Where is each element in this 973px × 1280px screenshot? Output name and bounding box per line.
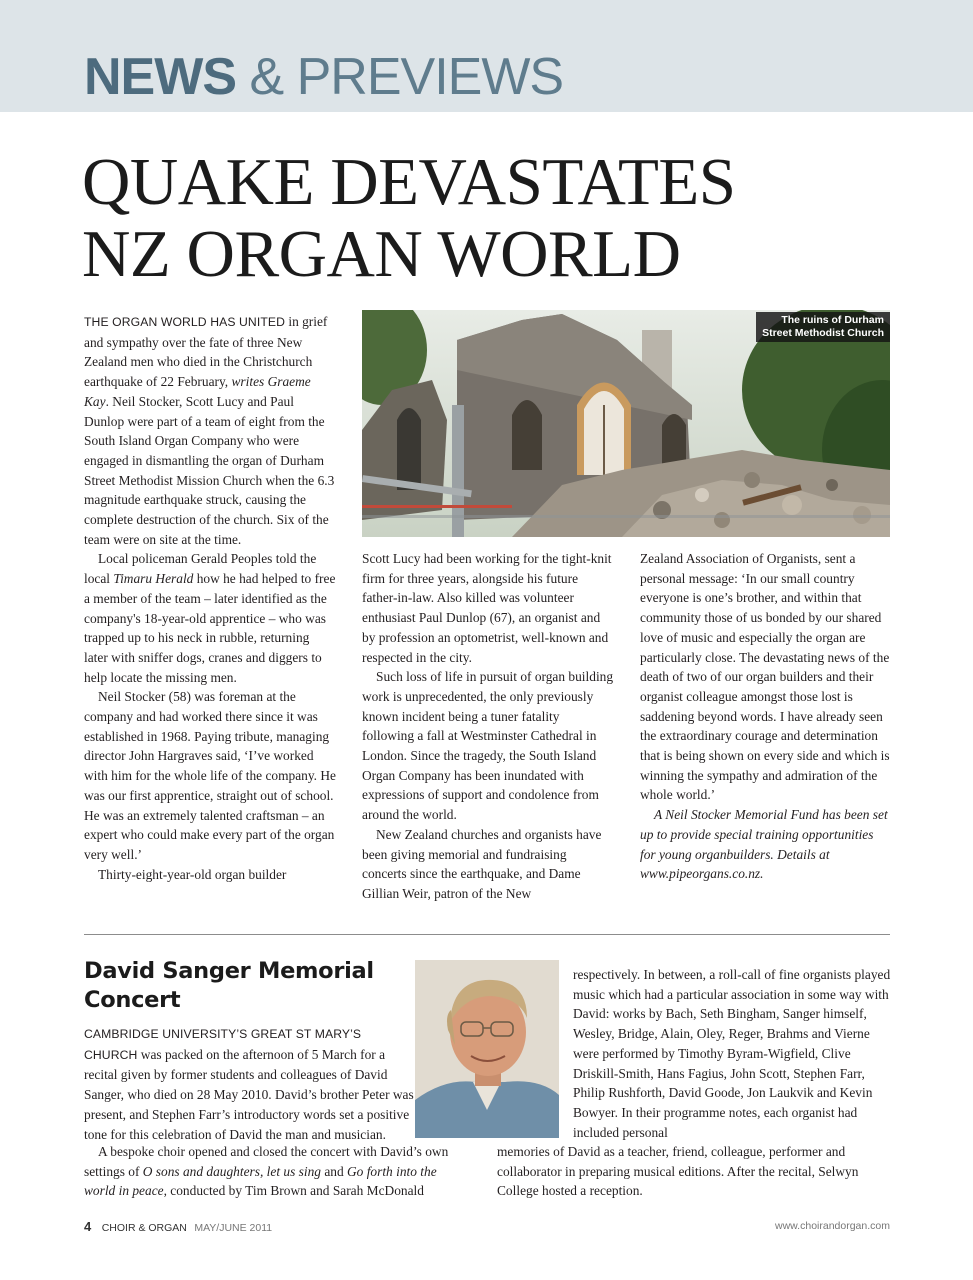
headline-line-2: NZ ORGAN WORLD [82, 217, 681, 291]
paragraph: New Zealand churches and organists have been giving memorial and fundraising concerts since the earthquake, and Dame Gillian Weir, patron of the New [362, 826, 602, 901]
work-title: O sons and daughters, let us sing [142, 1163, 321, 1179]
caption-line-1: The ruins of Durham [781, 314, 884, 326]
section-title-previews: & PREVIEWS [249, 48, 564, 106]
article-headline [82, 146, 736, 290]
paragraph: respectively. In between, a roll-call of fine organists played music which had a particular association in some way with David: works by Bach, Seth Bingham, Sanger himself, Wesley, Bridge, Alain, Oley, Reger, Brahms and Vierne were performed by Timothy Byram-Wigfield, Clive Driskill-Smith, Hans Fagius, John Scott, Stephen Farr, Philip Rushforth, David Goode, Jon Laukvik and Kevin Bowyer. In their programme notes, each organist had included personal [573, 967, 891, 1140]
section-title [84, 44, 563, 110]
text-run: in grief and sympathy over the fate of three New Zealand men who died in the Christchurch earthquake of 22 February, [84, 314, 328, 390]
text-run: A bespoke choir opened and closed the concert with David’s own settings of [84, 1144, 449, 1179]
paragraph [84, 549, 336, 687]
concert-column-2 [573, 965, 891, 1142]
text-run: , conducted by Tim Brown and Sarah McDonald [163, 1183, 424, 1199]
work-title: Go forth into the world in peace [84, 1163, 437, 1199]
article-column-1 [84, 312, 336, 884]
concert-column-1 [84, 1024, 414, 1144]
headline-line-1: QUAKE DEVASTATES [82, 145, 736, 219]
paragraph: Zealand Association of Organists, sent a personal message: ‘In our small country everyone is one’s brother, and within that community those of us bonded by our shared love of music and especially the organ are particularly close. The devastating news of the death of two of our organ builders and their organist colleague amongst those lost is saddening beyond words. I have already seen the extraordinary courage and determination that is being shown on every side and which is winning the sympathy and admiration of the whole world.’ [640, 551, 890, 803]
text-run: and [320, 1163, 347, 1179]
page-number: 4 [84, 1219, 92, 1234]
concert-headline: David Sanger Memorial Concert [84, 958, 374, 1013]
paragraph: memories of David as a teacher, friend, colleague, performer and collaborator in preparing musical editions. After the recital, Selwyn College hosted a reception. [497, 1144, 859, 1199]
paragraph: Thirty-eight-year-old organ builder [98, 866, 287, 882]
david-sanger-portrait [415, 960, 559, 1138]
italic-note: A Neil Stocker Memorial Fund has been set up to provide special training opportunities for young organbuilders. Details at www.pipeorgans.co.nz. [640, 807, 888, 882]
portrait-image [415, 960, 559, 1138]
concert-column-2-continued [497, 1142, 891, 1201]
church-ruins-photo [362, 310, 890, 537]
byline: writes Graeme Kay [84, 374, 311, 409]
paragraph [84, 1142, 464, 1201]
paragraph: Scott Lucy had been working for the tight-knit firm for three years, alongside his future father-in-law. Also killed was volunteer enthusiast Paul Dunlop (67), an organist and by profession an optometrist, well-known and respected in the city. [362, 551, 612, 665]
issue-date: MAY/JUNE 2011 [194, 1222, 273, 1234]
paragraph [84, 312, 336, 549]
memorial-fund-note [640, 805, 890, 884]
website-url: www.choirandorgan.com [775, 1220, 890, 1232]
article-column-2 [362, 549, 614, 904]
paragraph: Such loss of life in pursuit of organ building work is unprecedented, the only previously known incident being a tuner fatality following a fall at Westminster Cathedral in London. Since the tragedy, the South Island Organ Company has been inundated with expressions of support and condolence from around the world. [362, 669, 614, 823]
lead-in-caps: THE ORGAN WORLD HAS UNITED [84, 315, 285, 329]
paragraph [84, 1024, 414, 1144]
article-column-3 [640, 549, 890, 884]
text-run: . Neil Stocker, Scott Lucy and Paul Dunlop were part of a team of eight from the South Island Organ Company who were engaged in dismantling the organ of Durham Street Methodist Mission Church when the 6.3 magnitude earthquake struck, causing the complete destruction of the church. Six of the team were on site at the time. [84, 393, 335, 547]
caption-line-2: Street Methodist Church [762, 327, 884, 339]
concert-column-1-continued [84, 1142, 464, 1201]
text-run: how he had helped to free a member of the team – later identified as the company's 18-year-old apprentice – who was trapped up to his neck in rubble, returning later with sniffer dogs, cranes and diggers to help locate the missing men. [84, 571, 336, 685]
paragraph: Neil Stocker (58) was foreman at the company and had worked there since it was established in 1968. Paying tribute, managing director John Hargraves said, ‘I’ve worked with him for the whole life of the company. He was our first apprentice, straight out of school. He was an extremely talented craftsman – an expert who could make every part of the organ very well.’ [84, 689, 336, 862]
church-ruins-image [362, 310, 890, 537]
text-run: was packed on the afternoon of 5 March for a recital given by former students and colleagues of David Sanger, who died on 28 May 2010. David’s brother Peter was present, and Stephen Farr’s introductory words set a positive tone for this celebration of David the man and musician. [84, 1046, 414, 1142]
section-divider [84, 934, 890, 935]
magazine-name: CHOIR & ORGAN [101, 1222, 187, 1234]
photo-caption [756, 312, 890, 342]
text-run: Local policeman Gerald Peoples told the local [84, 551, 317, 587]
section-title-news: NEWS [84, 48, 236, 106]
page-footer [84, 1218, 890, 1238]
lead-in-caps: CAMBRIDGE UNIVERSITY’S GREAT ST MARY’S CHURCH [84, 1027, 362, 1062]
publication-name: Timaru Herald [113, 571, 194, 587]
